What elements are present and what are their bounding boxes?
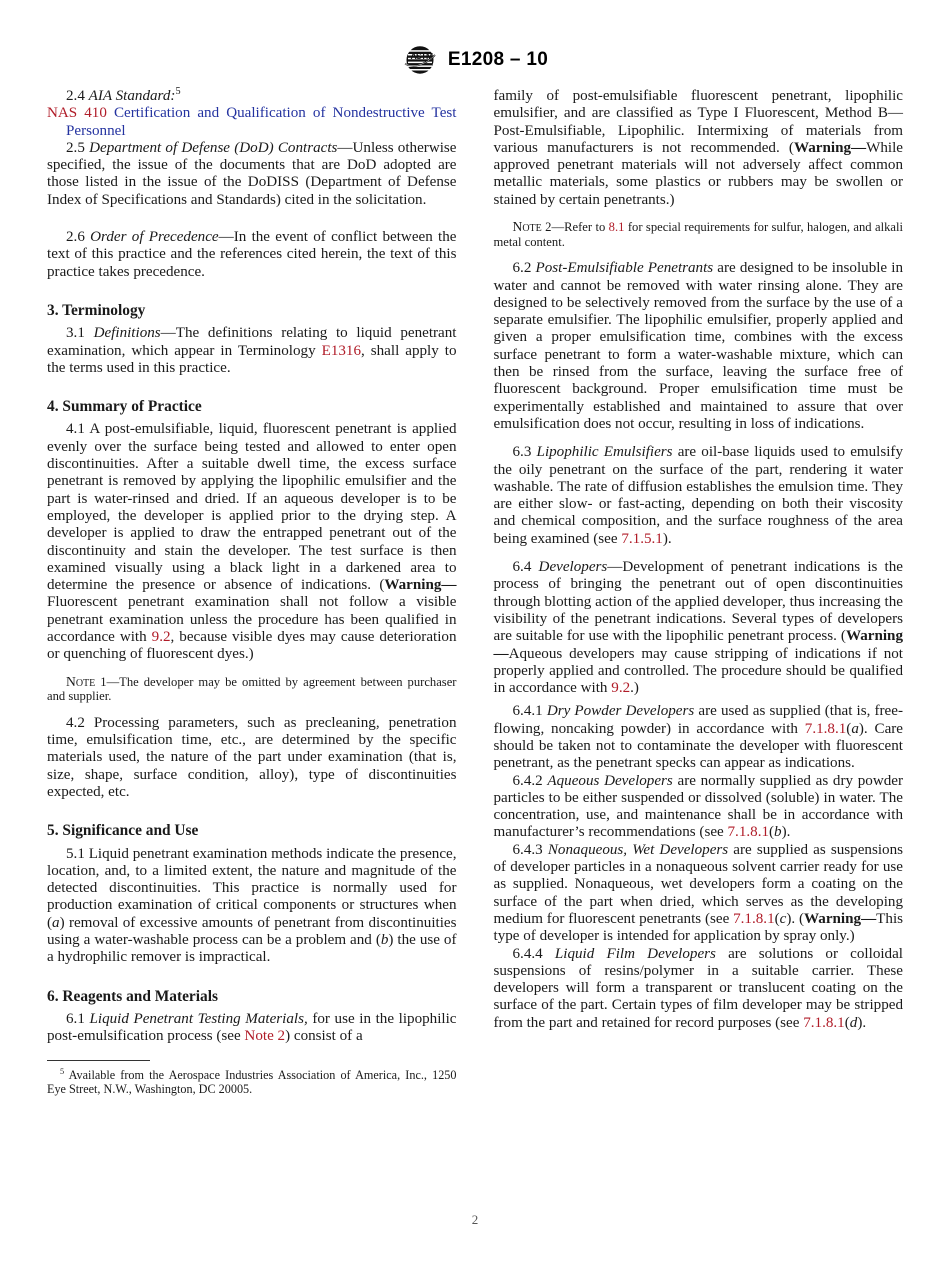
section-6-4-2-item: b: [774, 824, 782, 841]
footnote-5-body: Available from the Aerospace Industries Association of America, Inc., 1250 Eye Street, N.W., Washington, DC 20005.: [47, 1067, 457, 1096]
section-6-2: [494, 260, 904, 433]
section-4-1: [47, 421, 457, 663]
section-2-6: [47, 229, 457, 281]
section-4-2: [47, 715, 457, 801]
note-1-body: The developer may be omitted by agreement between purchaser and supplier.: [47, 674, 457, 704]
section-4-1-body-a: A post-emulsifiable, liquid, fluorescent penetrant is applied evenly over the surface being tested and allowed to enter open discontinuities. After a suitable dwell time, the excess surface penetrant is removed by applying the lipophilic emulsifier and the part is water-rinsed and dried. If an aqueous developer is to be employed, the developer is applied prior to the drying step. A developer is applied to draw the entrapped penetrant out of the discontinuity and stain the developer. The test surface is then examined visually using a black light in a darkened area to determine the presence or absence of indications. (: [47, 421, 457, 594]
section-2-6-dash: —: [218, 229, 234, 246]
section-4-1-body-c: , because visible dyes may cause deterioration or quenching of fluorescent dyes.): [47, 629, 457, 663]
section-2-6-body: In the event of conflict between the text of this practice and the references cited herein, the text of this practice takes precedence.: [47, 229, 457, 280]
svg-text:A: A: [410, 51, 417, 62]
section-3-1-number: 3.1: [66, 325, 85, 342]
section-6-4-1: 6.4.1 Dry Powder Developers are used as supplied (that is, free-flowing, noncaking powder) in accordance with 7.1.8.1(a). Care should be taken not to contaminate the developer with fluorescent penetrant, as the penetrant specks can appear as indications.: [493, 703, 903, 772]
section-5-1-body-b: ) removal of excessive amounts of penetrant from discontinuities using a water-washable process can be a problem and (: [47, 914, 457, 949]
section-2-6-title: Order of Precedence: [90, 229, 219, 246]
section-6-4-3-body-a: are supplied as suspensions of developer particles in a nonaqueous solvent carrier ready for use as supplied. Nonaqueous, wet developers form a coating on the surface of the part when dried, which serves as the developing medium for fluorescent penetrants (see: [493, 841, 903, 927]
note-1-dash: —: [106, 674, 120, 689]
ref-e1316[interactable]: E1316: [321, 342, 362, 359]
section-6-4: [494, 559, 904, 697]
section-6-4-title: Developers: [538, 559, 608, 576]
section-6-4-number: 6.4: [512, 559, 532, 576]
left-column: [47, 85, 457, 1096]
section-2-6-number: 2.6: [66, 229, 85, 246]
section-6-4-2-body-a: are normally supplied as dry powder particles to be either suspended or dissolved (soluble) in water. The concentration, use, and maintenance shall be in accordance with manufacturer’s recommendations (see: [493, 772, 903, 841]
section-6-1-title: Liquid Penetrant Testing Materials,: [89, 1010, 308, 1027]
svg-text:M: M: [425, 51, 433, 62]
section-6-4-4-title: Liquid Film Developers: [554, 945, 716, 962]
section-3-1-title: Definitions: [93, 325, 161, 342]
section-3-1-body-b: , shall apply to the terms used in this practice.: [47, 342, 457, 376]
section-6-3-number: 6.3: [512, 444, 532, 461]
svg-text:S: S: [415, 51, 422, 62]
section-4-2-body: Processing parameters, such as precleaning, penetration time, emulsification time, etc., are determined by the specific materials used, the nature of the part under examination (that is, size, shape, surface condition, alloy), type of discontinuities expected, etc.: [47, 714, 457, 800]
two-column-body: [47, 85, 904, 1096]
note-1-number: 1: [95, 674, 107, 689]
nas-410-id[interactable]: NAS 410: [47, 105, 107, 122]
section-6-4-4-body-a: are solutions or colloidal suspensions of resins/polymer in a suitable carrier. These developers will form a transparent or translucent coating on the surface of the part. Certain types of film developer may be stripped from the part and retained for record purposes (see: [493, 945, 903, 1031]
note-1: [47, 675, 457, 704]
section-6-1-cont-body-b: While approved penetrant materials will not adversely affect common metallic materials, some plastics or rubbers may be swollen or stained by certain penetrants.): [493, 139, 903, 208]
section-6-1-body-b: ) consist of a: [285, 1028, 363, 1045]
section-6-4-3-title: Nonaqueous, Wet Developers: [547, 841, 729, 858]
note-2-label: Note: [512, 219, 542, 235]
section-6-4-1-body-b: . Care should be taken not to contaminate the developer with fluorescent penetrant, as the penetrant specks can appear as indications.: [493, 720, 903, 772]
section-5-1-body-a: Liquid penetrant examination methods indicate the presence, location, and, to a limited extent, the nature and magnitude of the detected discontinuities. This practice is normally used for production examination of critical components or structures when (: [47, 845, 457, 931]
section-2-4-heading: [47, 85, 457, 105]
section-6-4-1-body-a: are used as supplied (that is, free-flowing, noncaking powder) in accordance with: [493, 703, 903, 737]
section-6-4-4: 6.4.4 Liquid Film Developers are solutions or colloidal suspensions of resins/polymer in a suitable carrier. These developers will form a transparent or translucent coating on the surface of the part. Certain types of film developer may be stripped from the part and retained for record purposes (see 7.1.8.1(d).: [493, 945, 903, 1031]
section-3-heading: 3. Terminology: [47, 301, 146, 319]
footnote-divider: [47, 1060, 150, 1061]
section-6-4-3: 6.4.3 Nonaqueous, Wet Developers are supplied as suspensions of developer particles in a nonaqueous solvent carrier ready for use as supplied. Nonaqueous, wet developers form a coating on the surface of the part when dried, which serves as the developing medium for fluorescent penetrants (see 7.1.8.1(c). (Warning—This type of developer is intended for application by spray only.): [493, 841, 904, 945]
section-6-2-body: are designed to be insoluble in water and cannot be removed with water rinsing alone. They are designed to be selectively removed from the surface by the use of a separate emulsifier. The lipophilic emulsifier, properly applied and given a proper emulsification time, combines with the excess surface penetrant to form a water-washable mixture, which can then be rinsed from the surface, leaving the surface free of fluorescent background. Proper emulsification time must be experimentally established and maintained to assure that over emulsification does not occur, resulting in loss of indications.: [493, 260, 903, 432]
section-6-4-3-number: 6.4.3: [512, 841, 543, 858]
section-6-4-body-b: Aqueous developers may cause stripping of indications if not properly applied and controlled. The procedure should be qualified in accordance with: [493, 645, 903, 697]
section-6-4-4-body-b: ).: [857, 1014, 867, 1031]
section-2-5-dash: —: [337, 139, 353, 156]
section-4-1-number: 4.1: [66, 421, 85, 438]
section-6-4-1-item: a: [851, 720, 859, 737]
section-2-4-title: AIA Standard:: [88, 88, 176, 104]
section-6-4-2-number: 6.4.2: [512, 772, 543, 789]
note-1-label: Note: [66, 673, 96, 689]
section-6-4-3-body-c: This type of developer is intended for application by spray only.): [493, 910, 904, 945]
section-3-1: [47, 325, 457, 377]
right-column: [494, 88, 904, 1096]
footnote-5-marker: 5: [60, 1066, 65, 1076]
footnote-marker-5: 5: [175, 85, 181, 97]
section-3-1-body-a: The definitions relating to liquid penetrant examination, which appear in Terminology: [47, 325, 457, 359]
section-6-4-2: 6.4.2 Aqueous Developers are normally supplied as dry powder particles to be either suspended or dissolved (soluble) in water. The concentration, use, and maintenance shall be in accordance with manufacturer’s recommendations (see 7.1.8.1(b).: [493, 772, 903, 841]
section-5-1-item-b: b: [380, 932, 389, 949]
nas-410-reference[interactable]: [47, 105, 457, 140]
section-6-2-title: Post-Emulsifiable Penetrants: [535, 260, 714, 277]
warning-label-6-4-3: Warning—: [804, 910, 877, 927]
section-4-heading: 4. Summary of Practice: [47, 398, 202, 416]
nas-410-title[interactable]: Certification and Qualification of Nondestructive Test Personnel: [66, 105, 457, 139]
section-6-3-title: Lipophilic Emulsifiers: [536, 444, 673, 461]
section-6-1-number: 6.1: [66, 1010, 85, 1027]
section-6-4-4-number: 6.4.4: [512, 945, 543, 962]
note-2-dash: —: [551, 220, 565, 235]
ref-9-2-a[interactable]: 9.2: [151, 629, 171, 646]
note-2-body-b: for special requirements for sulfur, halogen, and alkali metal content.: [493, 220, 903, 249]
section-6-3-body-a: are oil-base liquids used to emulsify the oily penetrant on the surface of the part, rendering it water washable. The rate of diffusion establishes the emulsion time. They are either slow- or fast-acting, depending on both their viscosity and chemical composition, and the surface roughness of the area being examined (see: [493, 444, 904, 547]
ref-7-1-8-1-b[interactable]: 7.1.8.1: [727, 824, 770, 841]
warning-label-6-1: Warning—: [793, 139, 867, 156]
section-6-3: [494, 444, 904, 548]
section-6-3-body-b: ).: [662, 530, 672, 547]
section-6-4-1-title: Dry Powder Developers: [546, 703, 695, 720]
section-6-1-continued: [494, 88, 904, 209]
ref-9-2-b[interactable]: 9.2: [611, 680, 631, 697]
section-2-5-number: 2.5: [66, 139, 85, 156]
section-6-2-number: 6.2: [512, 260, 532, 277]
section-6-1-cont-body-a: family of post-emulsifiable fluorescent penetrant, lipophilic emulsifier, and are classified as Type I Fluorescent, Method B—Post-Emulsifiable, Lipophilic. Intermixing of materials from various manufacturers is not recommended. (: [493, 88, 903, 156]
section-5-heading: 5. Significance and Use: [47, 822, 199, 840]
standard-designation: E1208 – 10: [447, 49, 549, 70]
section-6-1: [47, 1011, 457, 1046]
section-6-heading: 6. Reagents and Materials: [47, 987, 218, 1005]
ref-7-1-5-1[interactable]: 7.1.5.1: [621, 530, 663, 547]
section-2-5: [47, 140, 457, 209]
note-2-body-a: Refer to: [564, 220, 609, 235]
page-header: [0, 46, 950, 74]
ref-7-1-8-1-c[interactable]: 7.1.8.1: [733, 910, 775, 927]
page-number: 2: [471, 1212, 479, 1227]
ref-8-1[interactable]: 8.1: [608, 220, 625, 235]
ref-7-1-8-1-a[interactable]: 7.1.8.1: [804, 720, 847, 737]
ref-note-2[interactable]: Note 2: [244, 1028, 286, 1045]
section-5-1-item-a: a: [52, 914, 60, 931]
section-5-1-number: 5.1: [66, 845, 85, 862]
section-4-2-number: 4.2: [66, 714, 85, 731]
astm-logo-icon: [402, 46, 438, 74]
section-6-4-3-item: c: [779, 910, 787, 927]
section-5-1: [47, 846, 457, 967]
note-2-number: 2: [541, 220, 552, 235]
section-6-4-2-body-b: ).: [781, 824, 791, 841]
ref-7-1-8-1-d[interactable]: 7.1.8.1: [803, 1014, 845, 1031]
section-6-4-3-body-b: ). (: [786, 910, 805, 927]
warning-label-6-4: Warning—: [493, 628, 903, 662]
note-2: [494, 220, 904, 249]
warning-label-4-1: Warning—: [384, 577, 457, 594]
section-6-4-2-title: Aqueous Developers: [547, 772, 673, 789]
section-5-1-body-c: ) the use of a hydrophilic remover is impractical.: [47, 932, 457, 966]
section-6-4-1-number: 6.4.1: [512, 703, 543, 720]
section-6-4-body-c: .): [630, 680, 639, 697]
footnote-5: [47, 1068, 457, 1096]
section-4-1-body-b: Fluorescent penetrant examination shall not follow a visible penetrant examination unless the procedure has been qualified in accordance with: [47, 594, 457, 646]
section-2-4-number: 2.4: [66, 88, 85, 104]
section-6-1-body-a: for use in the lipophilic post-emulsification process (see: [47, 1010, 457, 1045]
svg-text:T: T: [420, 51, 427, 62]
section-3-1-dash: —: [160, 325, 176, 342]
section-6-4-dash: —: [607, 559, 623, 576]
section-6-4-body-a: Development of penetrant indications is the process of bringing the penetrant out of open discontinuities through blotting action of the applied developer, thus increasing the visibility of the penetrant indications. Several types of developers are suitable for use with the lipophilic penetrant process. (: [493, 559, 903, 645]
section-2-5-title: Department of Defense (DoD) Contracts: [89, 139, 338, 156]
section-6-4-4-item: d: [849, 1014, 858, 1031]
section-2-5-body: Unless otherwise specified, the issue of the documents that are DoD adopted are those listed in the issue of the DoDISS (Department of Defense Index of Specifications and Standards) cited in the solicitation.: [47, 139, 457, 208]
